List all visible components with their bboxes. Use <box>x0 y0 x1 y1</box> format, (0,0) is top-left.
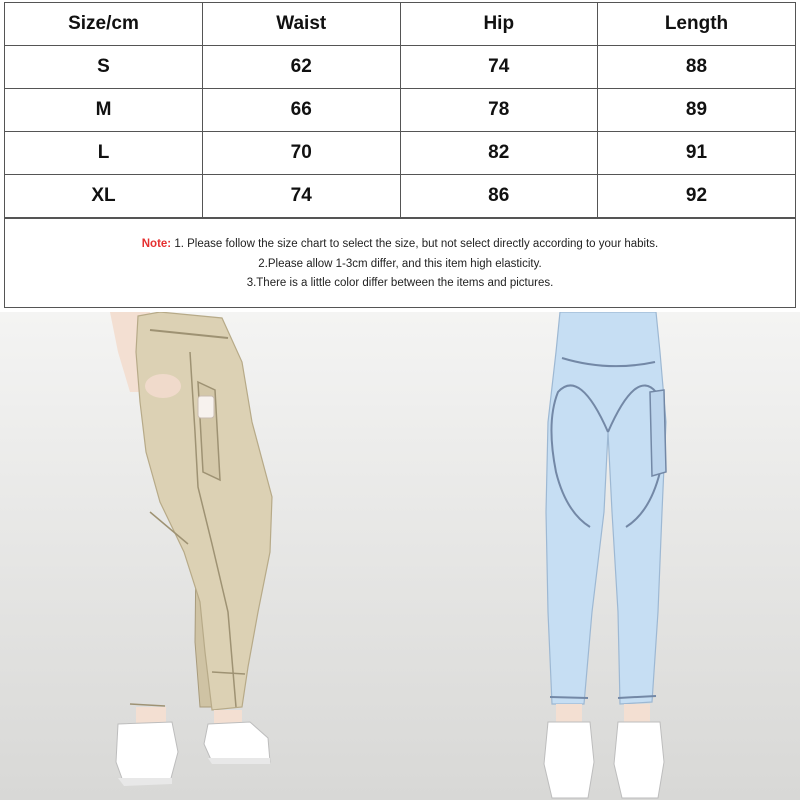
header-waist: Waist <box>203 3 401 46</box>
sole-right <box>208 758 270 764</box>
cell-hip: 82 <box>400 132 598 175</box>
cell-size: XL <box>5 175 203 218</box>
cell-hip: 78 <box>400 89 598 132</box>
header-length: Length <box>598 3 796 46</box>
cell-hip: 86 <box>400 175 598 218</box>
note-label: Note: <box>141 238 172 250</box>
ankle-skin <box>556 704 582 724</box>
cell-length: 92 <box>598 175 796 218</box>
note-line-2: 2.Please allow 1-3cm differ, and this item high elasticity. <box>258 257 542 270</box>
note-line-3: 3.There is a little color differ between the items and pictures. <box>246 277 554 289</box>
header-size: Size/cm <box>5 3 203 46</box>
note-text-1: 1. Please follow the size chart to select the size, but not select directly according to your habits. <box>171 238 659 250</box>
cell-waist: 62 <box>203 46 401 89</box>
table-header-row <box>5 3 795 46</box>
cell-size: S <box>5 46 203 89</box>
cell-waist: 66 <box>203 89 401 132</box>
size-notes <box>5 218 795 306</box>
cell-length: 91 <box>598 132 796 175</box>
note-line-1 <box>5 235 795 255</box>
sneaker-left <box>116 722 178 784</box>
table-row <box>5 46 795 89</box>
product-photos <box>0 312 800 800</box>
cell-waist: 74 <box>203 175 401 218</box>
size-table <box>5 3 795 218</box>
cell-waist: 70 <box>203 132 401 175</box>
hand-skin <box>145 374 181 398</box>
sneaker-right <box>614 722 664 798</box>
cell-length: 89 <box>598 89 796 132</box>
cell-size: M <box>5 89 203 132</box>
ankle-seam <box>550 697 588 698</box>
sneaker-left <box>544 722 594 798</box>
ankle-skin <box>624 704 650 724</box>
size-chart <box>4 2 796 308</box>
side-pocket <box>650 390 666 476</box>
header-hip: Hip <box>400 3 598 46</box>
table-row <box>5 132 795 175</box>
cell-length: 88 <box>598 46 796 89</box>
cell-hip: 74 <box>400 46 598 89</box>
phone-in-pocket <box>198 396 214 418</box>
table-row <box>5 175 795 218</box>
table-row <box>5 89 795 132</box>
photos-svg <box>0 312 800 800</box>
cell-size: L <box>5 132 203 175</box>
